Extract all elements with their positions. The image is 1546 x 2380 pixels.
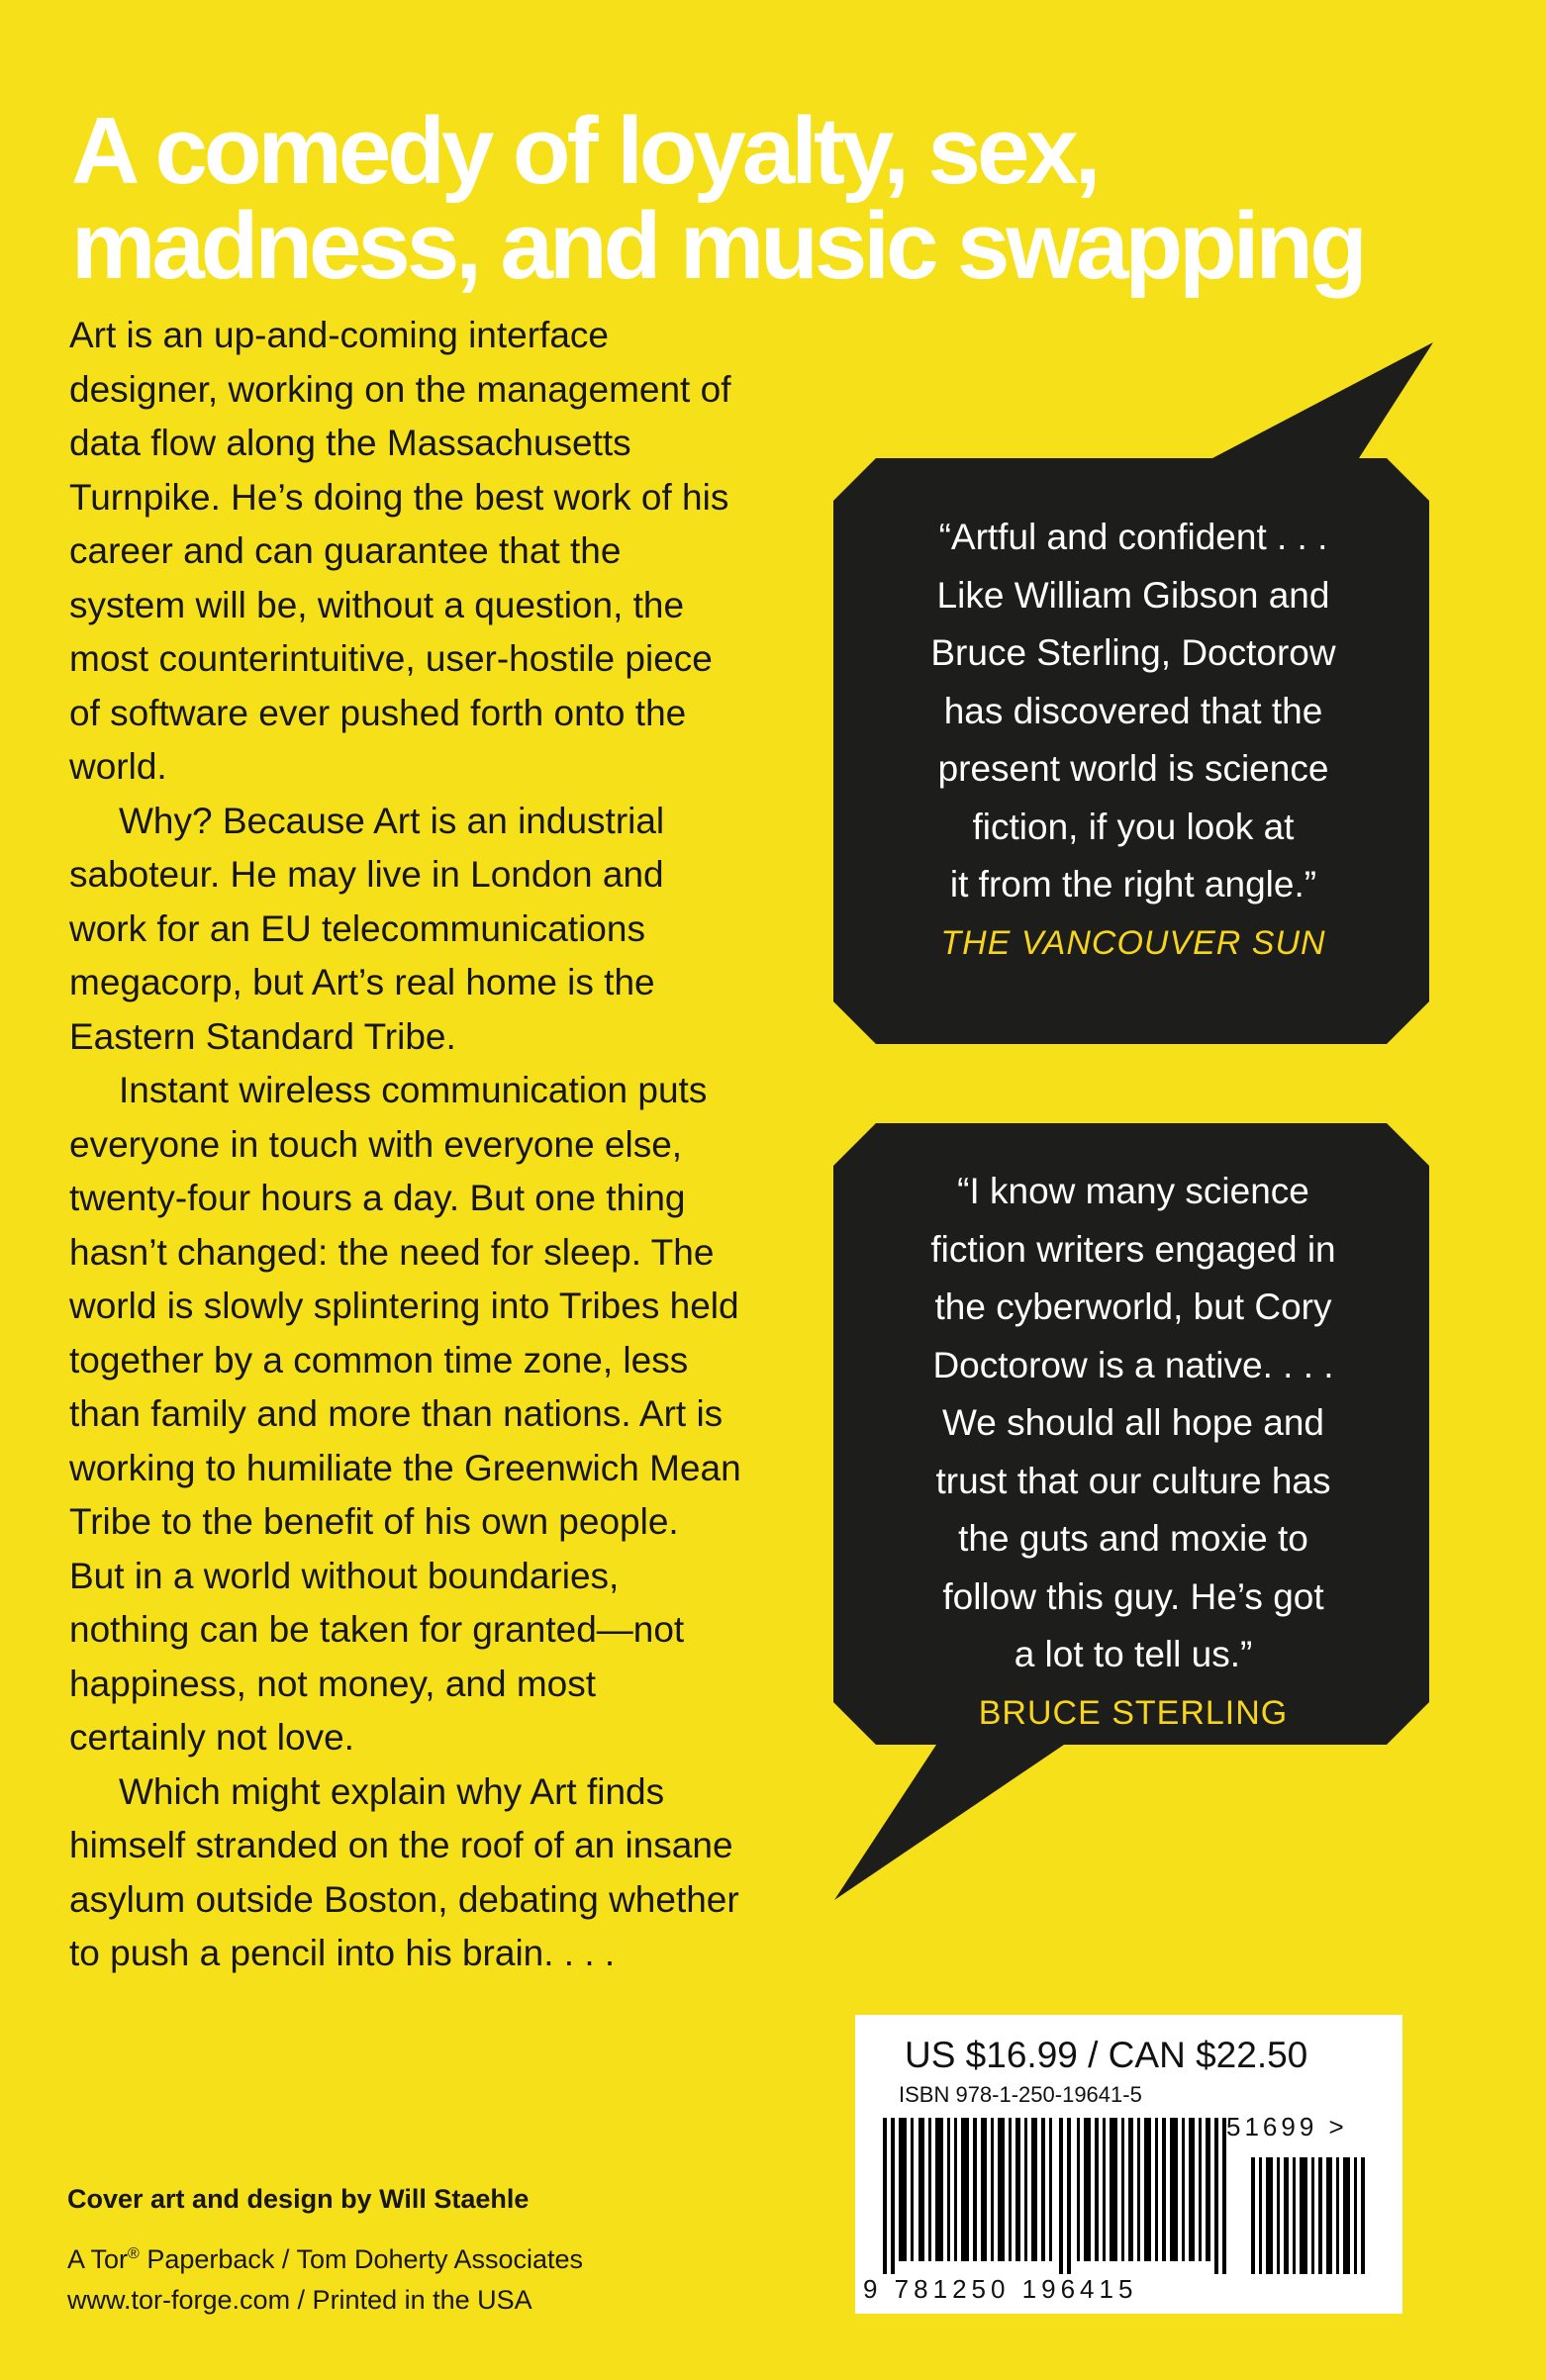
quote-source: BRUCE STERLING	[978, 1693, 1289, 1732]
blurb-paragraph-1: Art is an up-and-coming interface designer, working on the management of data flow along the Massachusetts Turnpike. He’s doing the best work of his career and can guarantee that the system will be, without a question, the most counterintuitive, user-hostile piece of software ever pushed forth onto the world.	[69, 315, 731, 787]
review-quote-1	[871, 509, 1396, 972]
design-credit: Cover art and design by Will Staehle	[67, 2184, 530, 2214]
credits	[67, 2179, 583, 2321]
quote-line: fiction, if you look at	[972, 806, 1295, 847]
blurb-paragraph-4: Which might explain why Art finds himself stranded on the roof of an insane asylum outside Boston, debating whether to push a pencil into his brain. . . .	[69, 1770, 739, 1973]
quote-line: follow this guy. He’s got	[942, 1575, 1324, 1617]
quote-line: it from the right angle.”	[949, 864, 1317, 904]
barcode-label	[855, 2015, 1402, 2314]
blurb-paragraph-3: Instant wireless communication puts everyone in touch with everyone else, twenty-four hours a day. But one thing hasn’t changed: the need for sleep. The world is slowly splintering into Tribes held together by a common time zone, less than family and more than nations. Art is working to humiliate the Greenwich Mean Tribe to the benefit of his own people. But in a world without boundaries, nothing can be taken for granted—not happiness, not money, and most certainly not love.	[69, 1070, 741, 1758]
quote-line: the guts and moxie to	[958, 1518, 1308, 1559]
quote-line: trust that our culture has	[935, 1460, 1331, 1501]
publisher-suffix: Paperback / Tom Doherty Associates	[139, 2244, 584, 2274]
blurb-paragraph-2: Why? Because Art is an industrial saboteur. He may live in London and work for an EU telecommunications megacorp, but Art’s real home is the Eastern Standard Tribe.	[69, 800, 665, 1057]
headline-line-2: madness, and music swapping	[71, 193, 1364, 299]
publisher-line	[67, 2234, 583, 2280]
publisher-prefix: A Tor	[67, 2244, 129, 2274]
quote-line: We should all hope and	[941, 1402, 1325, 1443]
quote-line: Bruce Sterling, Doctorow	[930, 632, 1336, 673]
registered-mark: ®	[128, 2245, 140, 2262]
quote-line: “I know many science	[957, 1171, 1309, 1211]
price-addon-code: 51699 >	[1226, 2112, 1348, 2142]
quote-source: THE VANCOUVER SUN	[940, 923, 1326, 962]
quote-line: present world is science	[937, 748, 1329, 789]
quote-line: a lot to tell us.”	[1014, 1634, 1253, 1674]
quote-line: “Artful and confident . . .	[938, 517, 1328, 557]
review-quote-2	[871, 1163, 1396, 1742]
barcode-digits: 9 781250 196415	[863, 2274, 1138, 2304]
quote-line: Doctorow is a native. . . .	[932, 1344, 1334, 1385]
headline-line-1: A comedy of loyalty, sex,	[71, 98, 1098, 204]
quote-line: fiction writers engaged in	[930, 1228, 1336, 1270]
quote-line: the cyberworld, but Cory	[934, 1286, 1332, 1327]
price: US $16.99 / CAN $22.50	[905, 2035, 1308, 2075]
website-line: www.tor-forge.com / Printed in the USA	[67, 2285, 532, 2315]
quote-line: has discovered that the	[943, 690, 1323, 731]
isbn: ISBN 978-1-250-19641-5	[899, 2082, 1142, 2107]
quote-line: Like William Gibson and	[936, 574, 1330, 616]
